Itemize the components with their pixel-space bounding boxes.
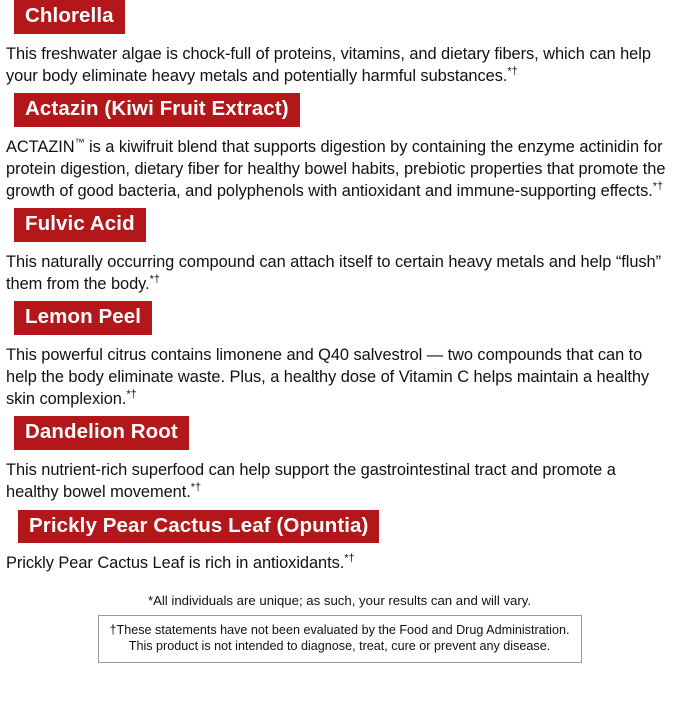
section-heading: Fulvic Acid — [14, 208, 146, 242]
section-prickly-pear-cactus-leaf — [6, 510, 673, 575]
section-lemon-peel — [6, 301, 673, 410]
section-heading: Chlorella — [14, 0, 125, 34]
fda-disclaimer-line-1: †These statements have not been evaluated by the Food and Drug Administration. — [109, 622, 570, 637]
section-heading: Dandelion Root — [14, 416, 189, 450]
fda-disclaimer-box — [98, 615, 582, 663]
section-heading: Lemon Peel — [14, 301, 152, 335]
section-body — [6, 43, 673, 87]
section-body-text: This nutrient-rich superfood can help support the gastrointestinal tract and promote a healthy bowel movement. — [6, 461, 616, 502]
fda-disclaimer-line-2: This product is not intended to diagnose, treat, cure or prevent any disease. — [128, 639, 551, 654]
footnote-marker: *† — [149, 273, 160, 286]
section-fulvic-acid — [6, 208, 673, 295]
section-body-text: This freshwater algae is chock-full of proteins, vitamins, and dietary fibers, which can help your body eliminate heavy metals and potentially harmful substances. — [6, 44, 651, 86]
section-body — [6, 459, 673, 503]
footnote-marker: *† — [652, 180, 664, 193]
footnote-marker: *† — [190, 481, 202, 494]
section-body-text: This naturally occurring compound can attach itself to certain heavy metals and help “flush” them from the body. — [6, 253, 662, 294]
footnote-marker: *† — [507, 65, 518, 78]
section-body — [6, 136, 673, 202]
section-body — [6, 344, 673, 410]
section-actazin — [6, 93, 673, 202]
section-body-text: Prickly Pear Cactus Leaf is rich in antioxidants. — [6, 554, 345, 573]
section-heading: Actazin (Kiwi Fruit Extract) — [14, 93, 300, 127]
section-body — [6, 552, 673, 574]
section-dandelion-root — [6, 416, 673, 503]
section-body-text: ACTAZIN™ is a kiwifruit blend that supports digestion by containing the enzyme actinidin for protein digestion, dietary fiber for healthy bowel habits, prebiotic properties that promote the growth of good bacteria, and polyphenols with antioxidant and immune-supporting effects. — [6, 137, 666, 201]
section-chlorella — [6, 0, 673, 87]
section-heading: Prickly Pear Cactus Leaf (Opuntia) — [18, 510, 379, 544]
footnote-individual-results: *All individuals are unique; as such, your results can and will vary. — [147, 592, 532, 608]
footnote-marker: *† — [126, 388, 137, 401]
footnote-marker: *† — [344, 553, 355, 565]
section-body-text: This powerful citrus contains limonene and Q40 salvestrol — two compounds that can to help the body eliminate waste. Plus, a healthy dose of Vitamin C helps maintain a healthy skin complexion. — [6, 346, 650, 409]
section-body — [6, 251, 673, 295]
